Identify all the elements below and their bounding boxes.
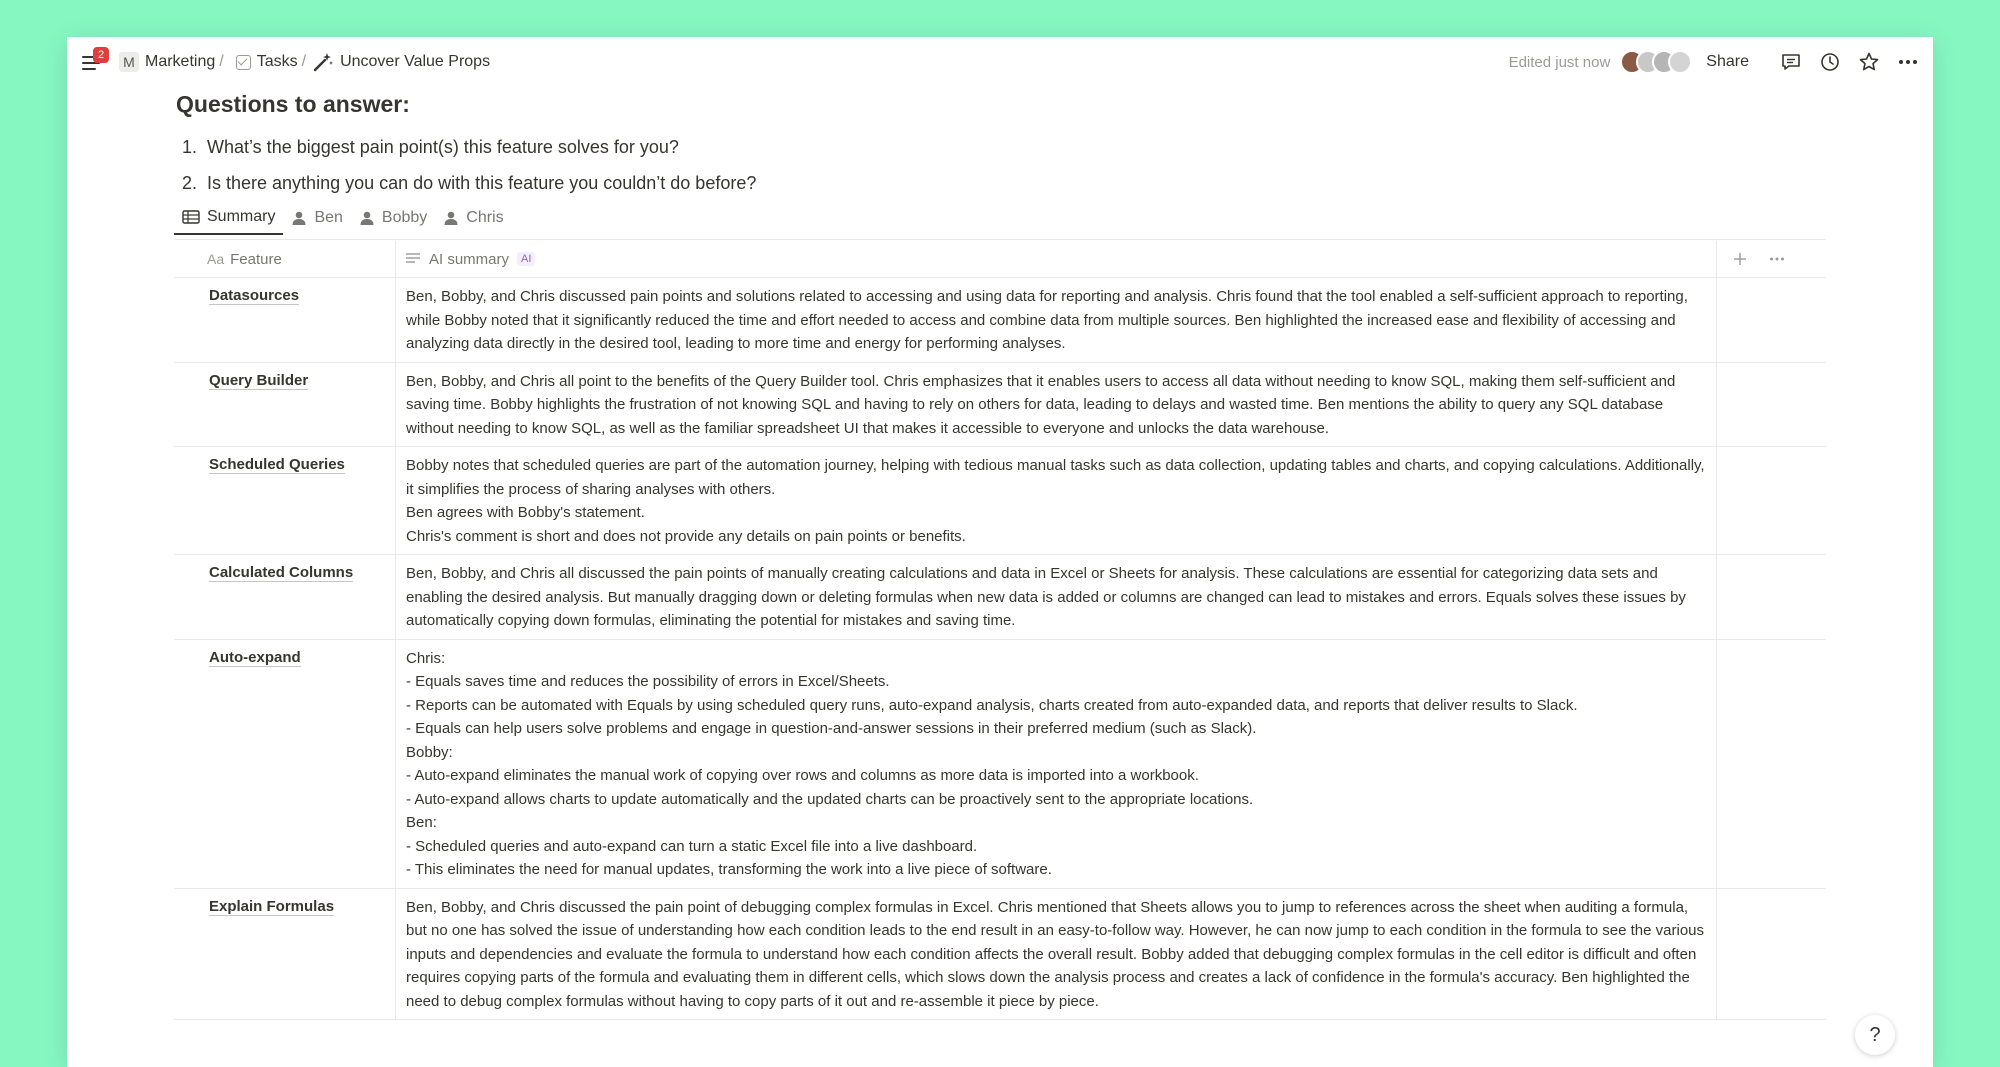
questions-list xyxy=(182,129,756,201)
summary-table xyxy=(174,241,1826,1020)
more-horizontal-icon[interactable] xyxy=(1769,252,1785,266)
avatar xyxy=(1668,50,1692,74)
table-row[interactable] xyxy=(174,555,1826,640)
breadcrumb-separator: / xyxy=(301,53,307,70)
table-row[interactable] xyxy=(174,640,1826,889)
feature-title: Auto-expand xyxy=(209,648,301,666)
column-header-feature[interactable] xyxy=(174,241,396,277)
empty-cell xyxy=(1717,363,1826,447)
clock-icon xyxy=(1819,51,1841,73)
view-tabs xyxy=(174,201,512,235)
feature-title: Calculated Columns xyxy=(209,564,354,581)
empty-cell xyxy=(1717,278,1826,362)
tabs-divider xyxy=(174,239,1826,240)
tab-chris[interactable] xyxy=(435,201,511,235)
star-icon xyxy=(1858,51,1880,73)
breadcrumb xyxy=(117,49,492,75)
feature-cell[interactable] xyxy=(174,363,396,447)
text-lines-icon xyxy=(405,252,421,266)
collaborator-avatars[interactable] xyxy=(1620,50,1692,74)
topbar xyxy=(67,37,1933,87)
app-window xyxy=(67,37,1933,1067)
breadcrumb-current-page[interactable] xyxy=(310,51,492,73)
table-row[interactable] xyxy=(174,889,1826,1021)
notification-badge: 2 xyxy=(93,47,109,63)
empty-cell xyxy=(1717,447,1826,554)
feature-title: Query Builder xyxy=(209,371,309,389)
add-property-icon[interactable] xyxy=(1733,252,1747,266)
comment-icon xyxy=(1780,51,1802,73)
breadcrumb-label: Uncover Value Props xyxy=(340,53,491,70)
history-button[interactable] xyxy=(1815,47,1845,77)
summary-cell[interactable]: Chris: - Equals saves time and reduces the possibility of errors in Excel/Sheets. - Reports can be automated with Equals by using scheduled query runs, auto-expand analysis, charts created from auto-expanded data, and reports that deliver results to Slack. - Equals can help users solve problems and engage in question-and-answer sessions in their preferred medium (such as Slack). Bobby: - Auto-expand eliminates the manual work of copying over rows and columns as more data is imported into a workbook. - Auto-expand allows charts to update automatically and the updated charts can be proactively sent to the appropriate locations. Ben: - Scheduled queries and auto-expand can turn a static Excel file into a live dashboard. - This eliminates the need for manual updates, transforming the work into a live piece of software. xyxy=(396,640,1717,888)
summary-cell[interactable]: Bobby notes that scheduled queries are part of the automation journey, helping with tedious manual tasks such as data collection, updating tables and charts, and copying calculations. Additionally, it simplifies the process of sharing analyses with others. Ben agrees with Bobby's statement. Chris's comment is short and does not provide any details on pain points or benefits. xyxy=(396,447,1717,554)
column-header-ai-summary[interactable] xyxy=(396,241,1717,277)
feature-cell[interactable] xyxy=(174,889,396,1020)
ai-badge: AI xyxy=(517,252,535,266)
feature-cell[interactable] xyxy=(174,555,396,639)
person-icon xyxy=(359,210,375,226)
feature-cell[interactable] xyxy=(174,278,396,362)
feature-title: Scheduled Queries xyxy=(209,456,345,473)
summary-cell[interactable]: Ben, Bobby, and Chris all point to the benefits of the Query Builder tool. Chris emphasizes that it enables users to access all data without needing to know SQL, making them self-sufficient and saving time. Bobby highlights the frustration of not knowing SQL and having to rely on others for data, leading to delays and wasted time. Ben mentions the ability to query any SQL database without needing to know SQL, as well as the familiar spreadsheet UI that makes it accessible to everyone and unlocks the data warehouse. xyxy=(396,363,1717,447)
tab-label: Ben xyxy=(314,209,343,226)
column-header-label: Feature xyxy=(230,250,282,268)
share-button[interactable]: Share xyxy=(1706,53,1749,70)
table-header xyxy=(174,241,1826,278)
magic-wand-icon xyxy=(312,51,334,73)
edited-status: Edited just now xyxy=(1508,53,1611,71)
person-icon xyxy=(443,210,459,226)
breadcrumb-marketing[interactable] xyxy=(117,52,217,72)
breadcrumb-label: Tasks xyxy=(256,53,298,70)
feature-title: Datasources xyxy=(209,287,300,304)
list-item xyxy=(182,165,756,201)
table-row[interactable] xyxy=(174,363,1826,448)
feature-title: Explain Formulas xyxy=(209,897,335,915)
tab-bobby[interactable] xyxy=(351,201,435,235)
page-section-heading: Questions to answer: xyxy=(176,91,410,117)
column-header-label: AI summary xyxy=(429,250,510,268)
list-number: 2. xyxy=(182,172,198,193)
summary-cell[interactable]: Ben, Bobby, and Chris discussed pain points and solutions related to accessing and using data for reporting and analysis. Chris found that the tool enabled a self-sufficient approach to reporting, while Bobby noted that it significantly reduced the time and effort needed to access and combine data from multiple sources. Ben highlighted the increased ease and flexibility of accessing and analyzing data directly in the desired tool, leading to more time and energy for performing analyses. xyxy=(396,278,1717,362)
table-row[interactable] xyxy=(174,447,1826,555)
checkbox-icon xyxy=(236,55,251,70)
topbar-actions xyxy=(1509,47,1923,77)
more-horizontal-icon xyxy=(1897,51,1919,73)
tab-label: Summary xyxy=(207,208,276,225)
list-item xyxy=(182,129,756,165)
list-item-text: Is there anything you can do with this feature you couldn’t do before? xyxy=(207,172,757,193)
column-header-actions xyxy=(1717,241,1826,277)
empty-cell xyxy=(1717,889,1826,1020)
help-button[interactable]: ? xyxy=(1855,1015,1895,1055)
summary-cell[interactable]: Ben, Bobby, and Chris all discussed the pain points of manually creating calculations and data in Excel or Sheets for analysis. These calculations are essential for categorizing data sets and enabling the desired analysis. But manually dragging down or deleting formulas when new data is added or columns are changed can lead to mistakes and errors. Equals solves these issues by automatically copying down formulas, eliminating the potential for mistakes and saving time. xyxy=(396,555,1717,639)
breadcrumb-separator: / xyxy=(219,53,224,70)
title-property-icon: Aa xyxy=(207,251,225,267)
list-item-text: What’s the biggest pain point(s) this feature solves for you? xyxy=(207,136,679,157)
table-row[interactable] xyxy=(174,278,1826,363)
empty-cell xyxy=(1717,555,1826,639)
breadcrumb-tasks[interactable] xyxy=(228,53,300,71)
summary-cell[interactable]: Ben, Bobby, and Chris discussed the pain point of debugging complex formulas in Excel. Chris mentioned that Sheets allows you to jump to references across the sheet when auditing a formula, but no one has solved the issue of understanding how each condition leads to the end result in an easy-to-follow way. However, he can now jump to each condition in the formula to see the various inputs and dependencies and evaluate the formula to understand how each condition affects the overall result. Bobby added that debugging complex formulas in the cell editor is difficult and often requires copying parts of the formula and evaluating them in different cells, which slows down the analysis process and creates a lack of confidence in the formula's accuracy. Ben highlighted the need to debug complex formulas without having to copy parts of it out and re-assemble it piece by piece. xyxy=(396,889,1717,1020)
list-number: 1. xyxy=(182,136,198,157)
table-icon xyxy=(182,209,200,225)
tab-label: Chris xyxy=(466,209,504,226)
favorite-button[interactable] xyxy=(1854,47,1884,77)
tab-label: Bobby xyxy=(381,209,428,226)
tab-ben[interactable] xyxy=(283,201,350,235)
workspace-icon: M xyxy=(119,52,139,72)
more-options-button[interactable] xyxy=(1893,47,1923,77)
feature-cell[interactable] xyxy=(174,640,396,888)
empty-cell xyxy=(1717,640,1826,888)
person-icon xyxy=(291,210,307,226)
comments-button[interactable] xyxy=(1776,47,1806,77)
feature-cell[interactable] xyxy=(174,447,396,554)
breadcrumb-label: Marketing xyxy=(145,53,216,70)
tab-summary[interactable] xyxy=(174,201,283,235)
